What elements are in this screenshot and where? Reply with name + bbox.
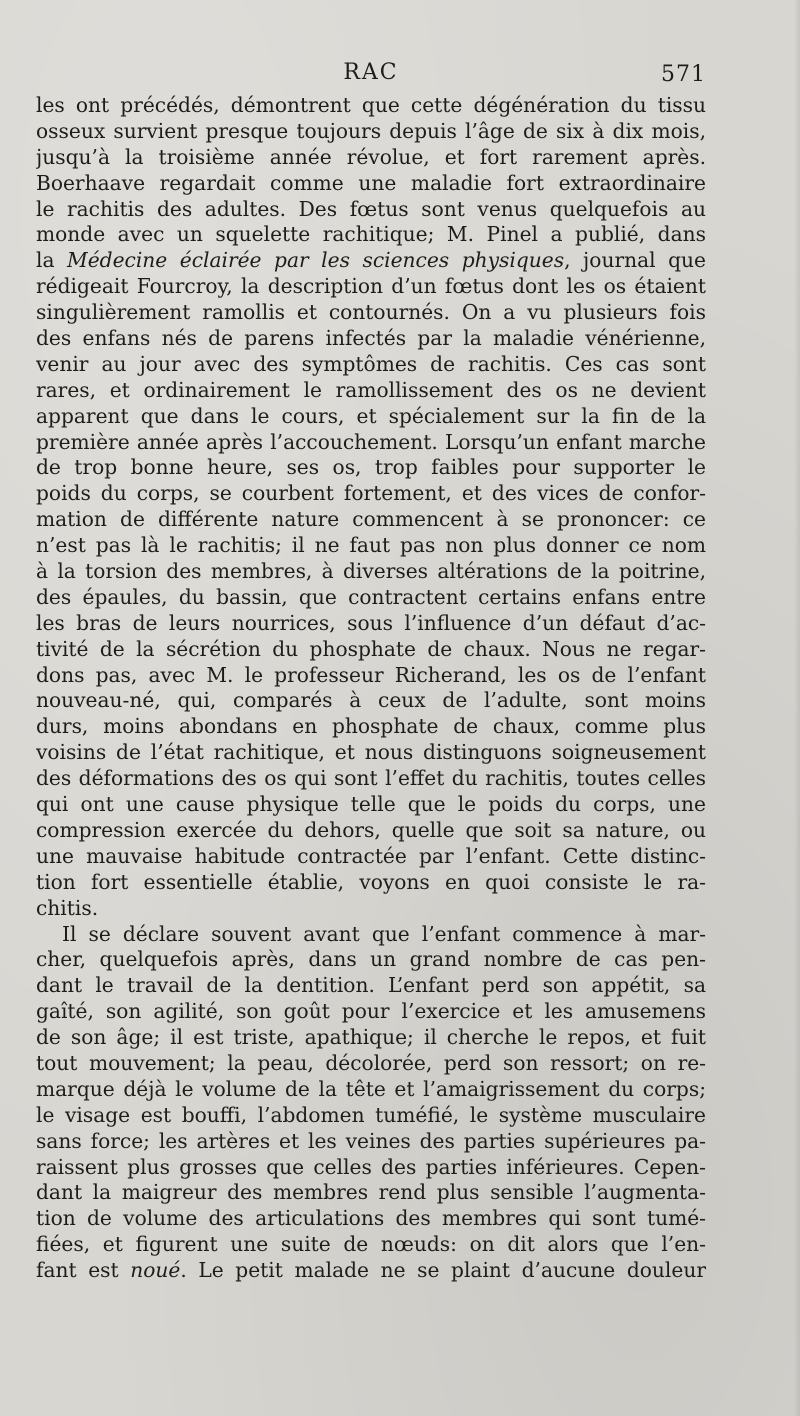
text-line: le rachitis des adultes. Des fœtus sont venus quelquefois au xyxy=(36,196,706,221)
text-line: voisins de l’état rachitique, et nous distinguons soigneusement xyxy=(36,740,706,765)
text-line: nouveau-né, qui, comparés à ceux de l’adulte, sont moins xyxy=(36,688,706,713)
text-line: qui ont une cause physique telle que le poids du corps, une xyxy=(36,792,706,817)
text-line: fant est noué. Le petit malade ne se plaint d’aucune douleur xyxy=(36,1258,706,1283)
text-line: sans force; les artères et les veines des parties supérieures pa- xyxy=(36,1128,706,1153)
text-line: rédigeait Fourcroy, la description d’un fœtus dont les os étaient xyxy=(36,274,706,299)
text-line: n’est pas là le rachitis; il ne faut pas non plus donner ce nom xyxy=(36,533,706,558)
text-line: dant le travail de la dentition. L’enfant perd son appétit, sa xyxy=(36,973,706,998)
text-line: singulièrement ramollis et contournés. On a vu plusieurs fois xyxy=(36,300,706,325)
text-line: poids du corps, se courbent fortement, et des vices de confor- xyxy=(36,481,706,506)
text-line: monde avec un squelette rachitique; M. Pinel a publié, dans xyxy=(36,222,706,247)
running-head: RAC xyxy=(343,60,399,85)
text-line: des déformations des os qui sont l’effet du rachitis, toutes celles xyxy=(36,766,706,791)
text-line: des épaules, du bassin, que contractent certains enfans entre xyxy=(36,584,706,609)
text-line: Boerhaave regardait comme une maladie fort extraordinaire xyxy=(36,170,706,195)
text-line: tout mouvement; la peau, décolorée, perd son ressort; on re- xyxy=(36,1050,706,1075)
text-line: raissent plus grosses que celles des parties inférieures. Cepen- xyxy=(36,1154,706,1179)
paragraph-start-line: Il se déclare souvent avant que l’enfant commence à mar- xyxy=(62,921,706,946)
text-line: venir au jour avec des symptômes de rachitis. Ces cas sont xyxy=(36,351,706,376)
text-line: rares, et ordinairement le ramollissement des os ne devient xyxy=(36,377,706,402)
text-line: marque déjà le volume de la tête et l’amaigrissement du corps; xyxy=(36,1076,706,1101)
text-line: tivité de la sécrétion du phosphate de chaux. Nous ne regar- xyxy=(36,636,706,661)
text-line: durs, moins abondans en phosphate de chaux, comme plus xyxy=(36,714,706,739)
text-line: fiées, et figurent une suite de nœuds: on dit alors que l’en- xyxy=(36,1232,706,1257)
text-line: tion de volume des articulations des membres qui sont tumé- xyxy=(36,1206,706,1231)
text-line: première année après l’accouchement. Lorsqu’un enfant marche xyxy=(36,429,706,454)
text-line: la Médecine éclairée par les sciences physiques, journal que xyxy=(36,248,706,273)
text-line: jusqu’à la troisième année révolue, et fort rarement après. xyxy=(36,144,706,169)
text-line: dons pas, avec M. le professeur Richerand, les os de l’enfant xyxy=(36,662,706,687)
text-line: les ont précédés, démontrent que cette dégénération du tissu xyxy=(36,93,706,117)
page-edge-shadow xyxy=(794,0,800,1416)
text-line: des enfans nés de parens infectés par la maladie vénérienne, xyxy=(36,326,706,351)
page-header xyxy=(36,60,706,94)
text-line: à la torsion des membres, à diverses altérations de la poitrine, xyxy=(36,559,706,584)
body-text xyxy=(36,93,706,1284)
text-line: compression exercée du dehors, quelle que soit sa nature, ou xyxy=(36,817,706,842)
text-line: mation de différente nature commencent à se prononcer: ce xyxy=(36,507,706,532)
text-line: dant la maigreur des membres rend plus sensible l’augmenta- xyxy=(36,1180,706,1205)
text-line: apparent que dans le cours, et spécialement sur la fin de la xyxy=(36,403,706,428)
text-line: le visage est bouffi, l’abdomen tuméfié, le système musculaire xyxy=(36,1102,706,1127)
text-line: une mauvaise habitude contractée par l’enfant. Cette distinc- xyxy=(36,843,706,868)
text-line: tion fort essentielle établie, voyons en quoi consiste le ra- xyxy=(36,869,706,894)
text-line: les bras de leurs nourrices, sous l’influence d’un défaut d’ac- xyxy=(36,610,706,635)
text-line: gaîté, son agilité, son goût pour l’exercice et les amusemens xyxy=(36,999,706,1024)
text-line: de son âge; il est triste, apathique; il cherche le repos, et fuit xyxy=(36,1025,706,1050)
text-line: cher, quelquefois après, dans un grand nombre de cas pen- xyxy=(36,947,706,972)
text-line: de trop bonne heure, ses os, trop faibles pour supporter le xyxy=(36,455,706,480)
paragraph-end-line: chitis. xyxy=(36,895,99,920)
page-number: 571 xyxy=(661,62,706,87)
text-line: osseux survient presque toujours depuis l’âge de six à dix mois, xyxy=(36,118,706,143)
